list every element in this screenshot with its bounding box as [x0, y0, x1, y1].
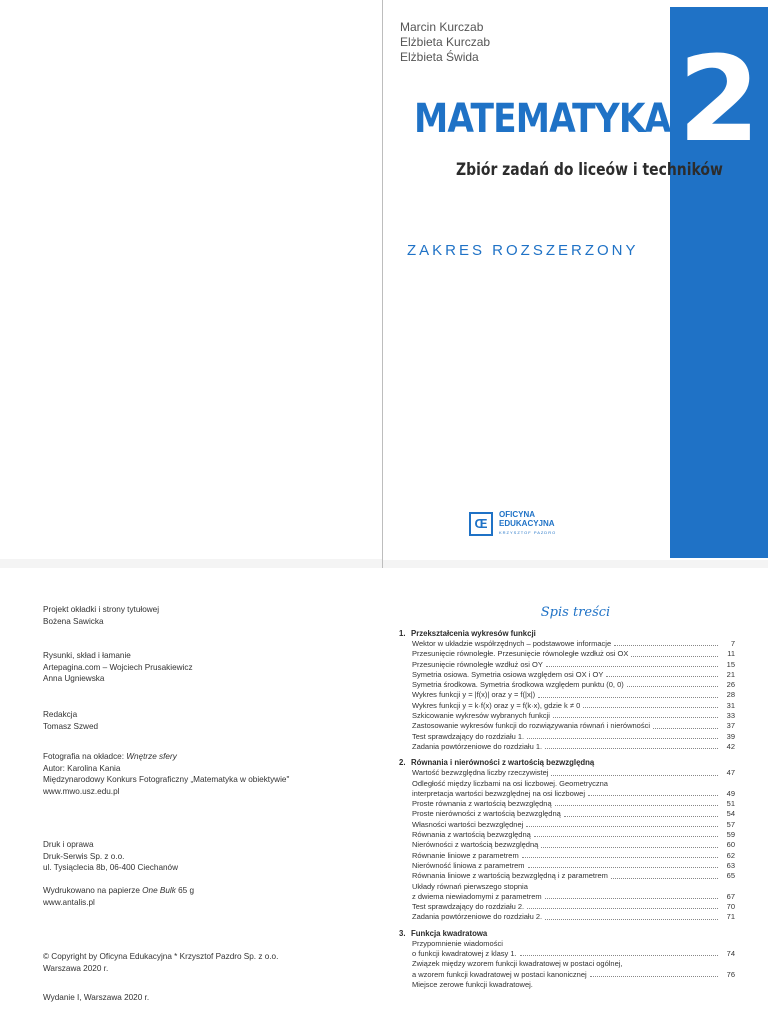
book-title: MATEMATYKA [414, 96, 671, 142]
toc-entry-page: 59 [726, 830, 735, 840]
toc-entry-page: 49 [726, 788, 735, 798]
toc-entry-page: 74 [726, 949, 735, 959]
toc-leader-dots [546, 660, 718, 667]
toc-entry[interactable] [399, 959, 735, 969]
toc-entry-page: 39 [726, 731, 735, 741]
credit-block-edition [43, 992, 149, 1004]
toc-entry[interactable] [399, 892, 735, 902]
toc-leader-dots [506, 939, 718, 946]
toc-entry[interactable] [399, 789, 735, 799]
toc-entry-page: 57 [726, 819, 735, 829]
copyright-year: Warszawa 2020 r. [43, 963, 109, 973]
toc-entry-page: 47 [726, 768, 735, 778]
credit-block-paper [43, 885, 194, 908]
toc-entry[interactable] [399, 851, 735, 861]
paper-prefix: Wydrukowano na papierze [43, 886, 143, 895]
toc-leader-dots [522, 851, 718, 858]
toc-leader-dots [588, 789, 718, 796]
toc-leader-dots [551, 768, 718, 775]
toc-entry[interactable] [399, 639, 735, 649]
credit-label: Fotografia na okładce: [43, 752, 127, 761]
publisher-logo [469, 510, 556, 537]
book-subtitle: Zbiór zadań do liceów i techników [456, 160, 723, 180]
toc-entry-page [721, 980, 735, 990]
toc-entry-title: Wykres funkcji y = k·f(x) oraz y = f(k·x), gdzie k ≠ 0 [412, 700, 581, 710]
credit-value: Bożena Sawicka [43, 616, 104, 626]
scope-label: ZAKRES ROZSZERZONY [407, 242, 639, 259]
toc-entry-page [721, 959, 735, 969]
toc-section-label: Równania i nierówności z wartością bezwzględną [411, 758, 595, 768]
toc-entry-title: Nierówność liniowa z parametrem [412, 860, 525, 870]
toc-leader-dots [590, 970, 718, 977]
toc-entry[interactable] [399, 882, 735, 892]
toc-entry-page: 76 [726, 969, 735, 979]
toc-entry-title: Przesunięcie równoległe. Przesunięcie równoległe wzdłuż osi OX [412, 649, 629, 659]
toc-entry-title: Własności wartości bezwzględnej [412, 819, 524, 829]
toc-heading: Spis treści [540, 605, 611, 620]
toc-entry[interactable] [399, 711, 735, 721]
toc-leader-dots [653, 721, 718, 728]
toc-entry-page: 51 [726, 799, 735, 809]
authors [400, 20, 490, 65]
toc-leader-dots [606, 670, 718, 677]
author-name: Elżbieta Świda [400, 50, 479, 64]
toc-entry[interactable] [399, 949, 735, 959]
toc-entry-page: 54 [726, 809, 735, 819]
toc-leader-dots [611, 871, 718, 878]
toc-entry-page [721, 779, 735, 789]
credit-value: Druk-Serwis Sp. z o.o. [43, 851, 125, 861]
toc-entry-title: Symetria środkowa. Symetria środkowa względem punktu (0, 0) [412, 680, 624, 690]
copyright-text: © Copyright by Oficyna Edukacyjna * Krzysztof Pazdro Sp. z o.o. [43, 952, 279, 961]
toc-leader-dots [528, 861, 718, 868]
credit-block-copyright [43, 951, 278, 974]
toc-list [399, 628, 735, 995]
toc-section [399, 928, 735, 990]
toc-entry[interactable] [399, 980, 735, 990]
toc-entry-page: 70 [726, 902, 735, 912]
credit-label: Rysunki, skład i łamanie [43, 651, 131, 660]
toc-section-title[interactable] [399, 628, 735, 639]
credit-label: Druk i oprawa [43, 840, 94, 849]
credit-block-design [43, 604, 159, 627]
toc-entry[interactable] [399, 970, 735, 980]
toc-leader-dots [520, 949, 718, 956]
toc-entry[interactable] [399, 690, 735, 700]
edition-text: Wydanie I, Warszawa 2020 r. [43, 993, 150, 1002]
toc-entry-page: 33 [726, 711, 735, 721]
toc-entry-title: Przypomnienie wiadomości [412, 938, 503, 948]
toc-section-label: Funkcja kwadratowa [411, 928, 488, 938]
toc-entry-page: 63 [726, 860, 735, 870]
publisher-mark-icon: Œ [469, 512, 493, 536]
toc-entry-title: Przesunięcie równoległe wzdłuż osi OY [412, 659, 543, 669]
toc-section-label: Przekształcenia wykresów funkcji [411, 629, 536, 638]
toc-entry-title: a wzorem funkcji kwadratowej w postaci kanonicznej [412, 969, 587, 979]
toc-entry[interactable] [399, 721, 735, 731]
toc-entry[interactable] [399, 799, 735, 809]
publisher-name [499, 510, 556, 537]
toc-entry-title: Zastosowanie wykresów funkcji do rozwiązywania równań i nierówności [412, 721, 651, 731]
toc-entry-page: 31 [726, 700, 735, 710]
credit-block-editor [43, 709, 98, 732]
toc-leader-dots [553, 711, 718, 718]
author-name: Marcin Kurczab [400, 20, 484, 34]
toc-entry[interactable] [399, 840, 735, 850]
paper-suffix: 65 g [175, 886, 195, 895]
credit-url: www.antalis.pl [43, 897, 95, 907]
toc-entry[interactable] [399, 820, 735, 830]
toc-entry[interactable] [399, 912, 735, 922]
toc-entry-page: 62 [726, 850, 735, 860]
toc-entry-title: Wartość bezwzględna liczby rzeczywistej [412, 768, 549, 778]
toc-entry-title: Test sprawdzający do rozdziału 2. [412, 902, 525, 912]
toc-leader-dots [545, 912, 718, 919]
toc-entry-title: Równania liniowe z wartością bezwzględną i z parametrem [412, 871, 608, 881]
toc-entry[interactable] [399, 742, 735, 752]
toc-entry-page: 7 [730, 639, 735, 648]
toc-section-title[interactable] [399, 757, 735, 768]
toc-entry-title: Zadania powtórzeniowe do rozdziału 1. [412, 741, 543, 751]
toc-entry[interactable] [399, 768, 735, 778]
toc-leader-dots [545, 742, 718, 749]
volume-number: 2 [678, 30, 761, 168]
credit-label: Projekt okładki i strony tytułowej [43, 605, 160, 614]
toc-entry[interactable] [399, 660, 735, 670]
toc-entry-title: interpretacja wartości bezwzględnej na osi liczbowej [412, 788, 586, 798]
credit-block-photo [43, 751, 289, 797]
toc-leader-dots [583, 701, 718, 708]
toc-leader-dots [526, 820, 718, 827]
toc-entry-title: Układy równań pierwszego stopnia [412, 881, 528, 891]
toc-leader-dots [536, 980, 718, 987]
toc-entry-page: 65 [726, 871, 735, 881]
toc-entry-page: 21 [726, 669, 735, 679]
toc-entry-page: 37 [726, 721, 735, 731]
toc-leader-dots [527, 732, 718, 739]
credit-value: ul. Tysiąclecia 8b, 06-400 Ciechanów [43, 863, 179, 872]
toc-entry[interactable] [399, 649, 735, 659]
toc-section [399, 628, 735, 752]
credit-value: Artepagina.com – Wojciech Prusakiewicz [43, 662, 193, 672]
toc-entry-title: Równanie liniowe z parametrem [412, 850, 519, 860]
toc-leader-dots [527, 902, 718, 909]
toc-entry[interactable] [399, 732, 735, 742]
paper-name: One Bulk [142, 886, 176, 895]
toc-entry-page: 15 [726, 659, 735, 669]
toc-entry-page [721, 882, 735, 892]
toc-page [383, 568, 768, 1024]
toc-leader-dots [614, 639, 718, 646]
cover-accent-bar [670, 7, 768, 558]
toc-leader-dots [545, 892, 718, 899]
toc-section-number: 3. [399, 928, 406, 938]
credit-value: Tomasz Szwed [43, 721, 99, 731]
credit-block-drawings [43, 650, 193, 685]
photo-title: Wnętrze sfery [126, 752, 177, 761]
toc-entry[interactable] [399, 779, 735, 789]
toc-section-number: 1. [399, 629, 406, 638]
toc-entry-title: Odległość między liczbami na osi liczbowej. Geometryczna [412, 778, 608, 788]
toc-entry-page: 60 [726, 840, 735, 850]
toc-entry-title: Proste równania z wartością bezwzględną [412, 799, 552, 809]
toc-entry[interactable] [399, 939, 735, 949]
credit-label: Redakcja [43, 710, 78, 719]
photo-line [43, 751, 289, 763]
toc-leader-dots [631, 649, 718, 656]
toc-entry[interactable] [399, 809, 735, 819]
cover-page [383, 0, 768, 560]
toc-entry[interactable] [399, 861, 735, 871]
toc-leader-dots [611, 779, 718, 786]
toc-entry-title: Proste nierówności z wartością bezwzględną [412, 809, 561, 819]
publisher-line: KRZYSZTOF PAZDRO [499, 530, 557, 535]
toc-entry[interactable] [399, 871, 735, 881]
toc-entry-page: 28 [726, 690, 735, 700]
toc-entry[interactable] [399, 701, 735, 711]
toc-entry-page [721, 939, 735, 949]
toc-entry[interactable] [399, 680, 735, 690]
toc-entry-title: Zadania powtórzeniowe do rozdziału 2. [412, 912, 543, 922]
toc-entry-title: Nierówności z wartością bezwzględną [412, 840, 539, 850]
credit-value: Międzynarodowy Konkurs Fotograficzny „Matematyka w obiektywie" [43, 775, 290, 784]
toc-entry-page: 11 [727, 649, 735, 659]
credit-value: Anna Ugniewska [43, 674, 105, 683]
toc-leader-dots [564, 809, 718, 816]
toc-entry[interactable] [399, 830, 735, 840]
toc-entry-title: Związek między wzorem funkcji kwadratowej w postaci ogólnej, [412, 959, 623, 969]
toc-entry-title: Szkicowanie wykresów wybranych funkcji [412, 711, 550, 721]
page-gap [0, 559, 768, 568]
toc-entry-title: z dwiema niewiadomymi z parametrem [412, 891, 542, 901]
paper-line [43, 885, 194, 897]
toc-entry[interactable] [399, 902, 735, 912]
toc-entry-title: Wykres funkcji y = |f(x)| oraz y = f(|x|) [412, 690, 536, 700]
toc-section-number: 2. [399, 758, 406, 768]
toc-leader-dots [531, 882, 718, 889]
toc-leader-dots [534, 830, 718, 837]
credits-page [0, 568, 383, 1024]
toc-entry-title: o funkcji kwadratowej z klasy 1. [412, 949, 517, 959]
toc-leader-dots [626, 959, 719, 966]
toc-leader-dots [538, 690, 718, 697]
toc-entry-page: 71 [726, 912, 735, 922]
toc-entry-page: 42 [726, 741, 735, 751]
toc-entry-title: Wektor w układzie współrzędnych – podstawowe informacje [412, 639, 612, 648]
toc-leader-dots [627, 680, 718, 687]
credit-url: www.mwo.usz.edu.pl [43, 786, 120, 796]
publisher-line: EDUKACYJNA [499, 519, 555, 528]
credit-value: Autor: Karolina Kania [43, 763, 121, 773]
toc-entry-title: Symetria osiowa. Symetria osiowa względem osi OX i OY [412, 669, 604, 679]
toc-entry-title: Równania z wartością bezwzględną [412, 830, 531, 840]
publisher-line: OFICYNA [499, 510, 535, 519]
toc-entry-page: 26 [726, 680, 735, 690]
toc-entry-page: 67 [726, 891, 735, 901]
toc-entry-title: Test sprawdzający do rozdziału 1. [412, 731, 525, 741]
toc-leader-dots [541, 840, 718, 847]
toc-entry[interactable] [399, 670, 735, 680]
toc-section [399, 757, 735, 922]
toc-section-title[interactable] [399, 928, 735, 939]
credit-block-print [43, 839, 178, 874]
toc-leader-dots [555, 799, 718, 806]
toc-entry-title: Miejsce zerowe funkcji kwadratowej. [412, 979, 533, 989]
author-name: Elżbieta Kurczab [400, 35, 491, 49]
